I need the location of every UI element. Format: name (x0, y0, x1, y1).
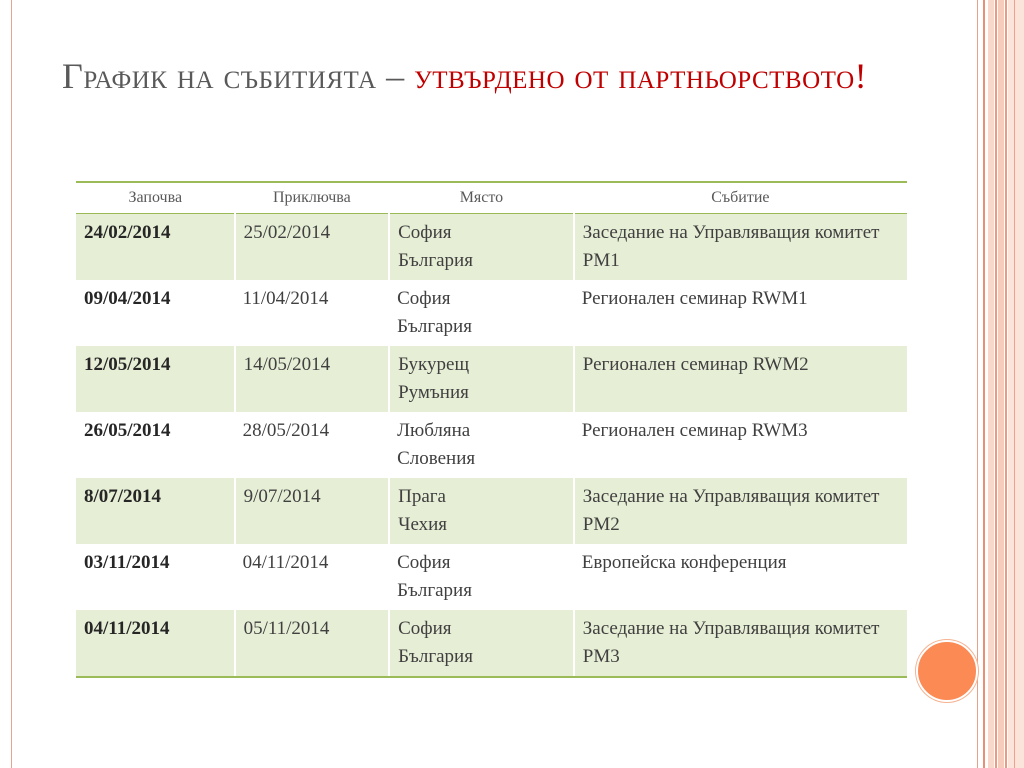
cell-start: 8/07/2014 (76, 478, 235, 544)
cell-place (389, 478, 574, 544)
cell-start: 24/02/2014 (76, 214, 235, 281)
right-decor-stripe (977, 0, 978, 768)
title-exclaim: ! (854, 56, 868, 96)
left-decor-line (11, 0, 12, 768)
place-country: България (397, 580, 472, 601)
table-row (76, 280, 907, 346)
table-header-row (76, 182, 907, 214)
right-decor-stripe (988, 0, 994, 768)
cell-place (389, 346, 574, 412)
table-row (76, 478, 907, 544)
cell-start: 12/05/2014 (76, 346, 235, 412)
title-part-2: утвърдено от партньорството (414, 56, 855, 96)
right-decor-stripe (1008, 0, 1024, 768)
cell-start: 09/04/2014 (84, 288, 171, 309)
cell-start: 26/05/2014 (84, 420, 171, 441)
place-country: Словения (397, 448, 476, 469)
cell-event: Регионален семинар RWM2 (574, 346, 907, 412)
place-city: Любляна (397, 420, 471, 441)
events-table (76, 181, 907, 678)
right-decor-stripe (983, 0, 985, 768)
cell-end: 05/11/2014 (235, 610, 390, 677)
cell-place (389, 544, 574, 610)
place-city: София (397, 552, 451, 573)
right-decor-stripe (1014, 0, 1015, 768)
title-part-1: График на събитията – (62, 56, 415, 96)
cell-event: Европейска конференция (581, 552, 787, 573)
cell-end: 28/05/2014 (242, 420, 330, 441)
cell-event: Регионален семинар RWM3 (581, 420, 808, 441)
right-decor-stripe (1005, 0, 1007, 768)
header-start: Започва (76, 182, 235, 214)
header-place: Място (389, 182, 574, 214)
slide-title (62, 50, 922, 102)
table-row (76, 214, 907, 281)
cell-event: Регионален семинар RWM1 (581, 288, 808, 309)
header-event: Събитие (574, 182, 907, 214)
cell-end: 25/02/2014 (235, 214, 390, 281)
header-end: Приключва (235, 182, 390, 214)
right-decor-stripe (998, 0, 1004, 768)
decor-circle (916, 640, 978, 702)
place-country: България (398, 646, 473, 667)
cell-end: 04/11/2014 (242, 552, 329, 573)
place-city: Прага (398, 486, 446, 507)
cell-event: Заседание на Управляващия комитет PM2 (574, 478, 907, 544)
cell-place (389, 412, 574, 478)
place-city: Букурещ (398, 354, 470, 375)
place-city: София (398, 222, 452, 243)
place-country: Румъния (398, 382, 469, 403)
place-city: София (397, 288, 451, 309)
right-decor-stripe (995, 0, 997, 768)
table-row (76, 610, 907, 677)
place-country: Чехия (398, 514, 448, 535)
cell-event: Заседание на Управляващия комитет PM1 (574, 214, 907, 281)
cell-end: 9/07/2014 (235, 478, 390, 544)
table-row (76, 544, 907, 610)
cell-end: 14/05/2014 (235, 346, 390, 412)
table-row (76, 412, 907, 478)
cell-end: 11/04/2014 (242, 288, 329, 309)
cell-start: 04/11/2014 (76, 610, 235, 677)
table-row (76, 346, 907, 412)
cell-place (389, 214, 574, 281)
cell-place (389, 610, 574, 677)
place-country: България (398, 250, 473, 271)
place-city: София (398, 618, 452, 639)
place-country: България (397, 316, 472, 337)
cell-place (389, 280, 574, 346)
cell-event: Заседание на Управляващия комитет PM3 (574, 610, 907, 677)
cell-start: 03/11/2014 (84, 552, 170, 573)
